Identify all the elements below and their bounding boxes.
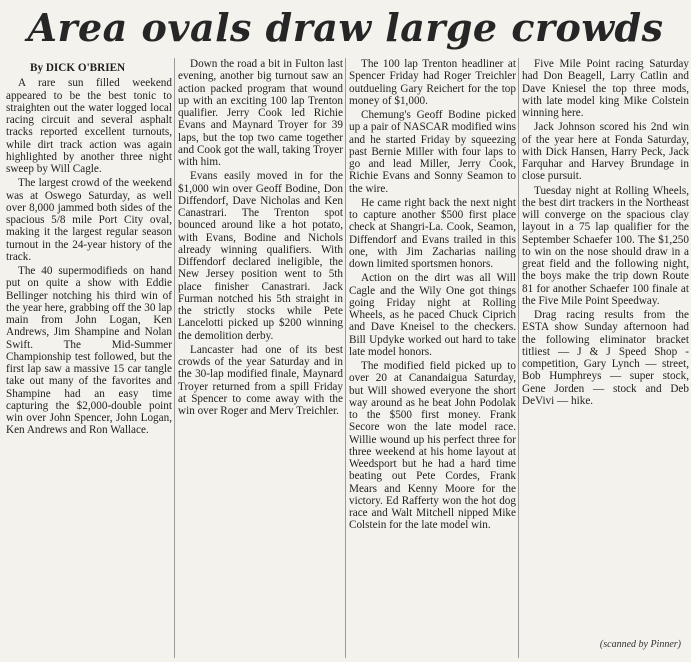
paragraph: Action on the dirt was all Will Cagle and the Wily One got things going Friday night at Rolling Wheels, as he paced Chuck Ciprich and Dave Kneisel to the checkers. Bill Updyke worked out hard to take late model honors. (349, 272, 516, 358)
column-2 (174, 58, 343, 658)
paragraph: Down the road a bit in Fulton last evening, another big turnout saw an action packed program that wound up with an exciting 100 lap Trenton qualifier. Jerry Cook led Richie Evans and Maynard Troyer for 39 laps, but the top two came together and Cook got the wall, taking Troyer with him. (178, 58, 343, 168)
column-3 (345, 58, 516, 658)
paragraph: The 100 lap Trenton headliner at Spencer Friday had Roger Treichler outdueling Gary Reichert for the top money of $1,000. (349, 58, 516, 107)
column-4 (518, 58, 689, 658)
paragraph: Evans easily moved in for the $1,000 win over Geoff Bodine, Don Diffendorf, Dave Nicholas and Ken Canastrari. The Trenton spot bounced around like a hot potato, with Evans, Bodine and Nichols already winning qualifiers. With Diffendorf declared ineligible, the New Jersey position went to 5th place finisher Canastrari. Jack Furman notched his 5th straight in the strictly stocks while Pete Lancelotti picked up $200 winning the demolition derby. (178, 170, 343, 342)
paragraph: Jack Johnson scored his 2nd win of the year here at Fonda Saturday, with Dick Hansen, Harry Peck, Jack Farquhar and Harvey Brundage in close pursuit. (522, 121, 689, 183)
byline: By DICK O'BRIEN (30, 62, 126, 74)
paragraph: A rare sun filled weekend appeared to be the best tonic to straighten out the water logged local racing circuit and several asphalt tracks reported excellent turnouts, while dirt track action was again highlighted by another three night sweep by Will Cagle. (6, 77, 172, 175)
paragraph: Lancaster had one of its best crowds of the year Saturday and in the 30-lap modified finale, Maynard Troyer returned from a spill Friday at Spencer to come away with the win over Roger and Merv Treichler. (178, 343, 343, 417)
paragraph: Drag racing results from the ESTA show Sunday afternoon had the following eliminator bracket titliest — J & J Speed Shop - competition, Gary Lynch — street, Bob Humphreys — super stock, Gene Jorden — stock and Deb DeVivi — hike. (522, 309, 689, 407)
paragraph: Five Mile Point racing Saturday had Don Beagell, Larry Catlin and Dave Kniesel the top three mods, with late model king Mike Colstein winning here. (522, 58, 689, 119)
paragraph: The largest crowd of the weekend was at Oswego Saturday, as well over 8,000 jammed both sides of the spacious 5/8 mile Port City oval, making it the largest regular season turnout in the 24-year history of the track. (6, 177, 172, 263)
column-1 (6, 58, 172, 658)
paragraph: The 40 supermodifieds on hand put on quite a show with Eddie Bellinger notching his third win of the year here, grabbing off the 30 lap main from John Logan, Ken Andrews, Jim Shampine and Nolan Swift. The Mid-Summer Championship test followed, but the first lap saw a massive 15 car tangle take out many of the favorites and Shampine had an easy time capturing the $2,000-double point win over John Spencer, John Logan, Ken Andrews and Ron Wallace. (6, 265, 172, 437)
paragraph: Tuesday night at Rolling Wheels, the best dirt trackers in the Northeast will converge on the spacious clay layout in a 75 lap qualifier for the September Schaefer 100. The $1,250 to win on the nose should draw in a great field and the following night, the boys make the trip down Route 81 for another Schaefer 100 finale at the Five Mile Point Speedway. (522, 184, 689, 307)
paragraph: Chemung's Geoff Bodine picked up a pair of NASCAR modified wins and he started Friday by squeezing past Bernie Miller with four laps to go and lead Miller, Jerry Cook, Richie Evans and Sonny Seamon to the wire. (349, 109, 516, 195)
paragraph: He came right back the next night to capture another $500 first place check at Shangri-La. Cook, Seamon, Diffendorf and Evans trailed in this one, with Jim Zacharias nailing down limited sportsmen honors. (349, 196, 516, 270)
article-columns (6, 58, 689, 658)
paragraph: The modified field picked up to over 20 at Canandaigua Saturday, but Will showed everyone the short way around as he beat John Podolak to the $500 first money. Frank Secore won the late model race. Willie wound up his perfect three for three weekend at his home layout at Weedsport but he had a hard time beating out Pete Cordes, Frank Mears and Kenny Moore for the victory. Ed Rafferty won the hot dog race and Walt Mitchell nipped Mike Colstein for the late model win. (349, 360, 516, 532)
scan-credit: (scanned by Pinner) (599, 639, 681, 650)
headline: Area ovals draw large crowds (27, 5, 664, 50)
